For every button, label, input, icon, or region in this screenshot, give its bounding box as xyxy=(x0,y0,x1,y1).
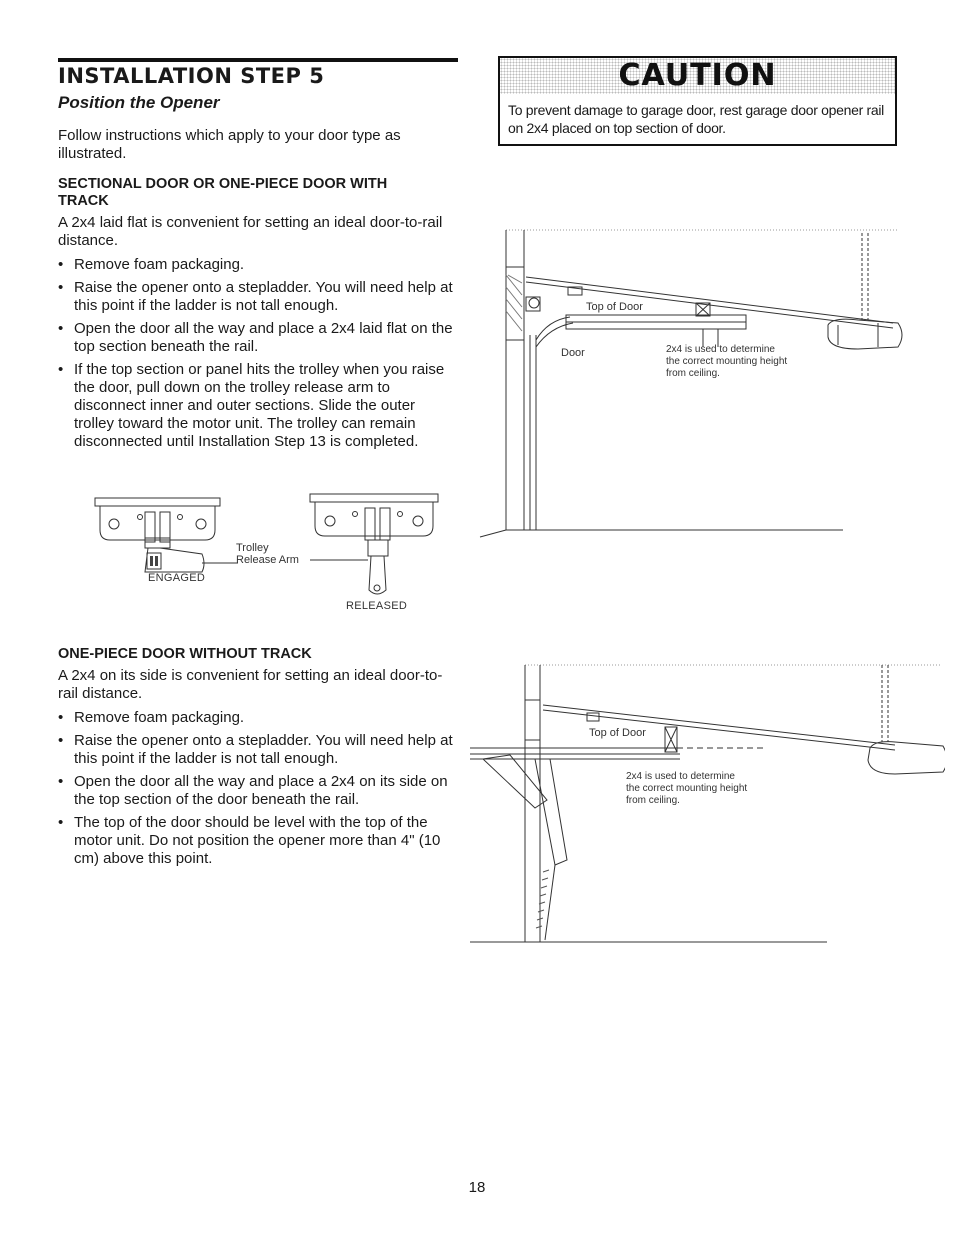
sectional-heading: SECTIONAL DOOR OR ONE-PIECE DOOR WITH TRACK xyxy=(58,176,388,209)
list-item: • Raise the opener onto a stepladder. You will need help at this point if the ladder is not tall enough. xyxy=(58,279,458,315)
list-item: • Raise the opener onto a stepladder. You will need help at this point if the ladder is not tall enough. xyxy=(58,732,458,768)
list-item: • If the top section or panel hits the trolley when you raise the door, pull down on the trolley release arm to disconnect inner and outer sections. Slide the outer trolley toward the motor unit. The trolley can remain disconnected until Installation Step 13 is completed. xyxy=(58,361,458,451)
top-of-door-label-2: Top of Door xyxy=(589,727,646,739)
onepiece-intro: A 2x4 on its side is convenient for setting an ideal door-to-rail distance. xyxy=(58,667,443,702)
caution-title: CAUTION xyxy=(618,58,777,93)
list-item: • Open the door all the way and place a 2x4 on its side on the top section of the door beneath the rail. xyxy=(58,773,458,809)
released-label: RELEASED xyxy=(346,600,408,612)
engaged-label: ENGAGED xyxy=(148,572,206,584)
engaged-trolley-illustration xyxy=(95,498,238,572)
step-title: INSTALLATION STEP 5 xyxy=(58,64,325,88)
released-trolley-illustration xyxy=(310,494,438,594)
sectional-intro: A 2x4 laid flat is convenient for setting an ideal door-to-rail distance. xyxy=(58,214,443,249)
mounting-height-note-2: 2x4 is used to determine the correct mounting height from ceiling. xyxy=(626,771,748,806)
caution-text: To prevent damage to garage door, rest garage door opener rail on 2x4 placed on top section of door. xyxy=(508,102,884,136)
sectional-bullet-list xyxy=(58,256,458,456)
mounting-height-note-1: 2x4 is used to determine the correct mounting height from ceiling. xyxy=(666,344,788,379)
top-of-door-label-1: Top of Door xyxy=(586,301,643,313)
list-item: • Remove foam packaging. xyxy=(58,256,458,274)
onepiece-bullet-list xyxy=(58,709,458,873)
caution-banner xyxy=(500,58,895,94)
onepiece-heading: ONE-PIECE DOOR WITHOUT TRACK xyxy=(58,646,312,662)
list-item: • Open the door all the way and place a 2x4 laid flat on the top section beneath the rail. xyxy=(58,320,458,356)
step-subtitle: Position the Opener xyxy=(58,93,220,112)
door-label: Door xyxy=(561,347,585,359)
sectional-door-diagram xyxy=(478,225,918,545)
page-number: 18 xyxy=(468,1179,486,1196)
header-rule xyxy=(58,58,458,62)
release-arm-label: Trolley Release Arm xyxy=(236,542,299,566)
list-item: • Remove foam packaging. xyxy=(58,709,458,727)
step-intro: Follow instructions which apply to your door type as illustrated. xyxy=(58,127,401,162)
list-item: • The top of the door should be level with the top of the motor unit. Do not position the opener more than 4" (10 cm) above this point. xyxy=(58,814,458,868)
caution-box xyxy=(498,56,897,146)
